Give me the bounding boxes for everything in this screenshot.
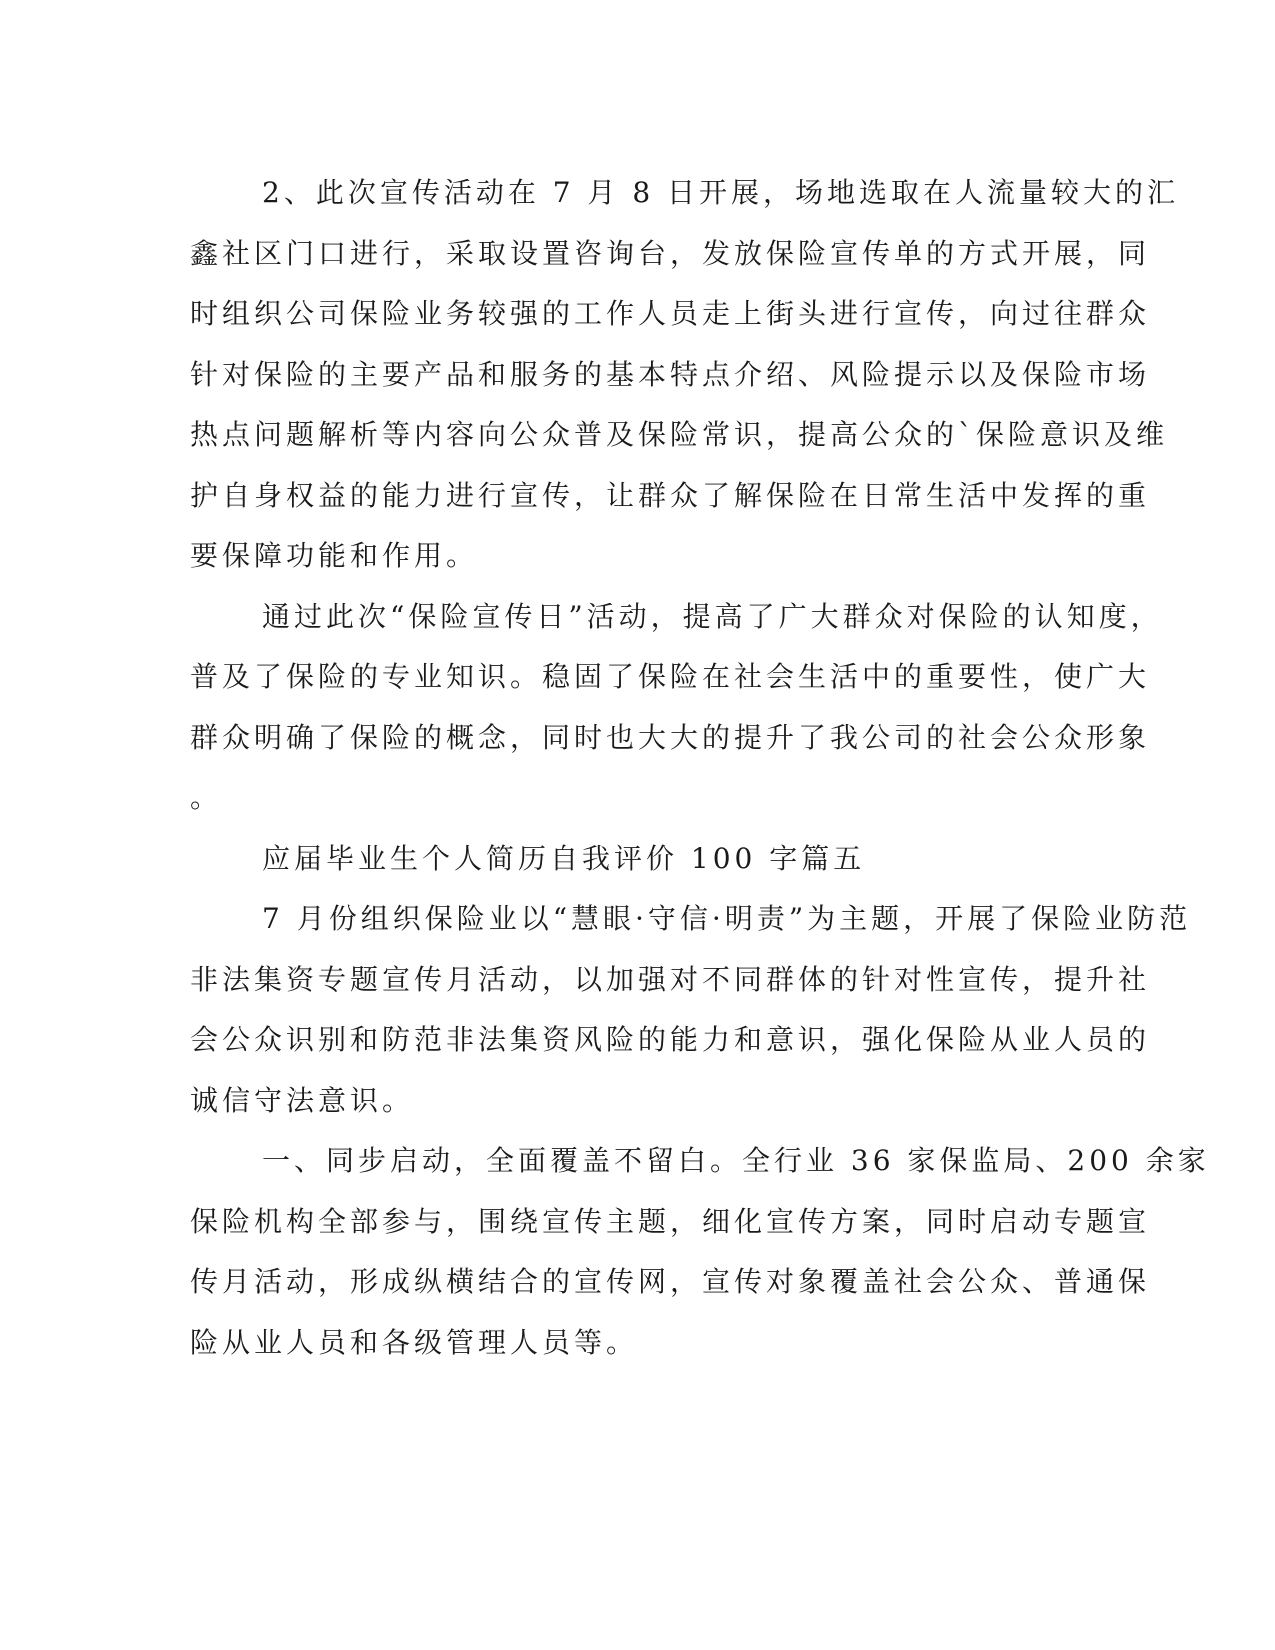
text-line: 时组织公司保险业务较强的工作人员走上街头进行宣传，向过往群众 [190, 297, 1151, 330]
text-line: 普及了保险的专业知识。稳固了保险在社会生活中的重要性，使广大 [190, 660, 1151, 693]
text-line: 。 [190, 781, 223, 814]
section-heading: 应届毕业生个人简历自我评价 100 字篇五 [262, 841, 866, 875]
text-line: 要保障功能和作用。 [190, 539, 479, 572]
text-line: 护自身权益的能力进行宣传，让群众了解保险在日常生活中发挥的重 [190, 478, 1151, 512]
text-line: 保险机构全部参与，围绕宣传主题，细化宣传方案，同时启动专题宣 [190, 1204, 1151, 1238]
text-line: 险从业人员和各级管理人员等。 [190, 1325, 639, 1359]
text-line: 通过此次“保险宣传日”活动，提高了广大群众对保险的认知度， [262, 599, 1163, 633]
text-line: 鑫社区门口进行，采取设置咨询台，发放保险宣传单的方式开展，同 [190, 236, 1151, 270]
text-line: 会公众识别和防范非法集资风险的能力和意识，强化保险从业人员的 [190, 1023, 1151, 1056]
text-line: 传月活动，形成纵横结合的宣传网，宣传对象覆盖社会公众、普通保 [190, 1265, 1151, 1298]
text-line: 诚信守法意识。 [190, 1083, 415, 1117]
text-line: 群众明确了保险的概念，同时也大大的提升了我公司的社会公众形象 [190, 720, 1151, 754]
text-line: 一、同步启动，全面覆盖不留白。全行业 36 家保监局、200 余家 [262, 1144, 1210, 1177]
text-line: 非法集资专题宣传月活动，以加强对不同群体的针对性宣传，提升社 [190, 962, 1151, 996]
document-body [190, 163, 1210, 1373]
text-line: 针对保险的主要产品和服务的基本特点介绍、风险提示以及保险市场 [190, 357, 1151, 391]
text-line: 热点问题解析等内容向公众普及保险常识，提高公众的`保险意识及维 [190, 418, 1169, 451]
text-line: 7 月份组织保险业以“慧眼·守信·明责”为主题，开展了保险业防范 [262, 902, 1192, 935]
text-line: 2、此次宣传活动在 7 月 8 日开展，场地选取在人流量较大的汇 [262, 176, 1180, 209]
